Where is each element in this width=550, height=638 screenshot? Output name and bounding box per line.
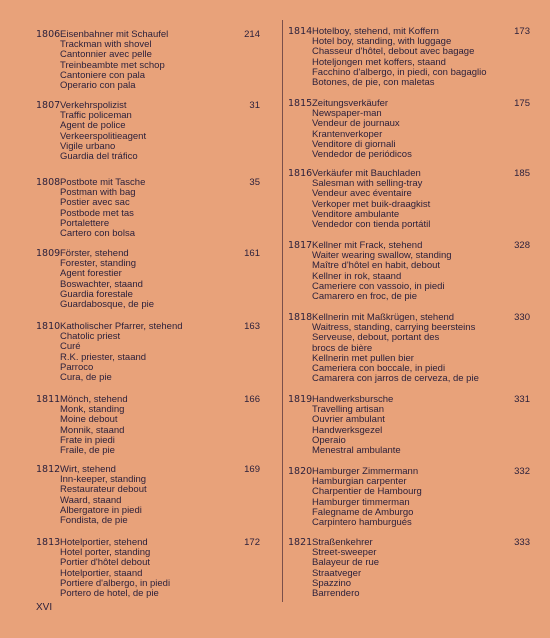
entry-translation-line: Chasseur d'hôtel, debout avec bagage — [312, 46, 475, 58]
entry-translations — [312, 313, 502, 384]
entry-translation-line: Agent de police — [60, 120, 126, 132]
entry-translation-line: R.K. priester, staand — [60, 351, 147, 363]
entry-translation-line: Balayeur de rue — [312, 557, 380, 569]
entry-translation-line: Waitress, standing, carrying beersteins — [312, 322, 476, 334]
entry-translation-line: Straatveger — [312, 567, 362, 579]
entry-translation-line: Camarera con jarros de cerveza, de pie — [312, 373, 479, 385]
entry-translation-line: Krantenverkoper — [312, 128, 383, 140]
entry-translations — [60, 322, 250, 383]
entry-page-ref: 169 — [244, 464, 260, 475]
entry-number: 1818 — [288, 312, 313, 323]
entry-title: Verkehrspolizist — [60, 100, 127, 111]
entry-translation-line: Salesman with selling-tray — [312, 178, 423, 190]
entry-translation-line: Postbode met tas — [60, 207, 134, 219]
entry-translation-line: Vendeur de journaux — [312, 118, 400, 130]
entry-translation-line: Menestral ambulante — [312, 445, 401, 457]
entry-translation-line: Chatolic priest — [60, 331, 121, 343]
entry-translation-line: Camarero en froc, de pie — [312, 291, 418, 303]
entry-translation-line: Street-sweeper — [312, 547, 377, 559]
entry-translation-line: Postman with bag — [60, 187, 136, 199]
entry-translation-line: Parroco — [60, 361, 94, 373]
entry-translation-line: Portier d'hôtel debout — [60, 557, 151, 569]
entry-translation-line: Vendedor con tienda portátil — [312, 219, 431, 231]
entry-translation-line: Waiter wearing swallow, standing — [312, 250, 452, 262]
entry-translation-line: Portero de hotel, de pie — [60, 588, 159, 600]
entry-number: 1809 — [36, 248, 61, 259]
entry-translation-line: Inn-keeper, standing — [60, 474, 147, 486]
entry-translation-line: Guardia forestale — [60, 288, 133, 300]
entry-translation-line: Treinbeambte met schop — [60, 59, 165, 71]
entry-page-ref: 214 — [244, 29, 260, 40]
entry-title: Postbote mit Tasche — [60, 177, 146, 188]
entry-translations — [312, 99, 502, 160]
entry-title: Hotelportier, stehend — [60, 537, 148, 548]
entry-number: 1806 — [36, 29, 61, 40]
entry-number: 1807 — [36, 100, 61, 111]
entry-translation-line: Portalettere — [60, 217, 110, 229]
entry-translation-line: Forester, standing — [60, 258, 137, 270]
entry-translation-line: Vendeur avec éventaire — [312, 188, 412, 200]
entry-title: Mönch, stehend — [60, 394, 128, 405]
entry-title: Verkäufer mit Bauchladen — [312, 168, 421, 179]
entry-number: 1808 — [36, 177, 61, 188]
entry-translation-line: Operario con pala — [60, 80, 136, 92]
entry-page-ref: 161 — [244, 248, 260, 259]
entry-translation-line: Guardabosque, de pie — [60, 299, 155, 311]
entry-translation-line: Facchino d'albergo, in piedi, con bagaglio — [312, 66, 487, 78]
entry-title: Katholischer Pfarrer, stehend — [60, 321, 183, 332]
entry-translation-line: Fondista, de pie — [60, 515, 128, 527]
entry-page-ref: 35 — [249, 177, 260, 188]
entry-translation-line: Moine debout — [60, 414, 118, 426]
entry-translation-line: Portiere d'albergo, in piedi — [60, 577, 171, 589]
entry-translation-line: Newspaper-man — [312, 108, 382, 120]
entry-translation-line: Boswachter, staand — [60, 278, 143, 290]
entry-translation-line: Serveuse, debout, portant des — [312, 332, 440, 344]
entry-translation-line: Hotel boy, standing, with luggage — [312, 36, 452, 48]
entry-translation-line: Frate in piedi — [60, 434, 115, 446]
entry-translation-line: Venditore ambulante — [312, 208, 400, 220]
entry-number: 1813 — [36, 537, 61, 548]
entry-translation-line: Cantonnier avec pelle — [60, 49, 152, 61]
entry-number: 1814 — [288, 26, 313, 37]
entry-translations — [312, 467, 502, 528]
entry-translation-line: Agent forestier — [60, 268, 122, 280]
entry-number: 1821 — [288, 537, 313, 548]
entry-page-ref: 175 — [514, 98, 530, 109]
entry-number: 1816 — [288, 168, 313, 179]
entry-translation-line: Travelling artisan — [312, 404, 384, 416]
entry-translation-line: Falegname de Amburgo — [312, 506, 414, 518]
entry-translation-line: Albergatore in piedi — [60, 504, 142, 516]
entry-translation-line: Hotelportier, staand — [60, 567, 143, 579]
entry-page-ref: 166 — [244, 394, 260, 405]
entry-translations — [60, 101, 250, 162]
entry-translation-line: Kellner in rok, staand — [312, 270, 402, 282]
entry-translation-line: Spazzino — [312, 577, 352, 589]
entry-page-ref: 330 — [514, 312, 530, 323]
entry-translation-line: Ouvrier ambulant — [312, 414, 385, 426]
entry-translation-line: Cameriere con vassoio, in piedi — [312, 280, 445, 292]
entry-translation-line: Operaio — [312, 434, 346, 446]
entry-page-ref: 331 — [514, 394, 530, 405]
entry-translation-line: Vigile urbano — [60, 140, 116, 152]
entry-title: Handwerksbursche — [312, 394, 394, 405]
entry-translation-line: Verkoper met buik-draagkist — [312, 198, 431, 210]
entry-translations — [312, 27, 502, 88]
entry-translation-line: Barrendero — [312, 588, 360, 600]
entry-translation-line: Restaurateur debout — [60, 484, 147, 496]
entry-translation-line: Curé — [60, 341, 81, 353]
entry-translation-line: Traffic policeman — [60, 110, 132, 122]
entry-translations — [60, 538, 250, 599]
entry-translations — [312, 538, 502, 599]
entry-title: Wirt, stehend — [60, 464, 116, 475]
entry-title: Eisenbahner mit Schaufel — [60, 29, 169, 40]
entry-translation-line: Hoteljongen met koffers, staand — [312, 56, 446, 68]
entry-title: Kellnerin mit Maßkrügen, stehend — [312, 312, 455, 323]
entry-translation-line: Monnik, staand — [60, 424, 125, 436]
entry-page-ref: 31 — [249, 100, 260, 111]
entry-page-ref: 185 — [514, 168, 530, 179]
entry-page-ref: 332 — [514, 466, 530, 477]
entry-translation-line: Verkeerspolitieagent — [60, 130, 147, 142]
entry-translation-line: Cartero con bolsa — [60, 228, 135, 240]
entry-translations — [60, 30, 250, 91]
entry-translation-line: Cameriera con boccale, in piedi — [312, 363, 446, 375]
entry-translation-line: Guardia del tráfico — [60, 151, 138, 163]
entry-translations — [60, 249, 250, 310]
entry-page-ref: 163 — [244, 321, 260, 332]
entry-translation-line: Cura, de pie — [60, 372, 112, 384]
entry-translations — [60, 465, 250, 526]
entry-translations — [60, 395, 250, 456]
entry-number: 1819 — [288, 394, 313, 405]
entry-page-ref: 328 — [514, 240, 530, 251]
entry-translation-line: Monk, standing — [60, 404, 125, 416]
entry-number: 1810 — [36, 321, 61, 332]
entry-number: 1820 — [288, 466, 313, 477]
entry-translation-line: Kellnerin met pullen bier — [312, 352, 414, 364]
entry-translation-line: brocs de bière — [312, 342, 373, 354]
entry-translation-line: Waard, staand — [60, 494, 122, 506]
entry-translation-line: Hamburger timmerman — [312, 496, 410, 508]
entry-translation-line: Fraile, de pie — [60, 445, 115, 457]
entry-translations — [60, 178, 250, 239]
entry-title: Förster, stehend — [60, 248, 129, 259]
entry-title: Zeitungsverkäufer — [312, 98, 389, 109]
entry-translation-line: Hamburgian carpenter — [312, 476, 407, 488]
entry-translation-line: Hotel porter, standing — [60, 547, 151, 559]
entry-title: Hamburger Zimmermann — [312, 466, 419, 477]
entry-page-ref: 333 — [514, 537, 530, 548]
entry-translation-line: Trackman with shovel — [60, 39, 152, 51]
entry-translation-line: Handwerksgezel — [312, 424, 383, 436]
entry-number: 1812 — [36, 464, 61, 475]
entry-translations — [312, 241, 502, 302]
entry-translation-line: Venditore di giornali — [312, 138, 396, 150]
entry-number: 1817 — [288, 240, 313, 251]
column-divider — [282, 20, 283, 602]
entry-page-ref: 172 — [244, 537, 260, 548]
entry-translation-line: Vendedor de periódicos — [312, 149, 412, 161]
entry-number: 1811 — [36, 394, 61, 405]
entry-translation-line: Botones, de pie, con maletas — [312, 77, 435, 89]
entry-translation-line: Maître d'hôtel en habit, debout — [312, 260, 441, 272]
entry-translations — [312, 395, 502, 456]
entry-title: Kellner mit Frack, stehend — [312, 240, 423, 251]
entry-page-ref: 173 — [514, 26, 530, 37]
entry-number: 1815 — [288, 98, 313, 109]
entry-translation-line: Charpentier de Hambourg — [312, 486, 422, 498]
entry-title: Straßenkehrer — [312, 537, 373, 548]
entry-translation-line: Postier avec sac — [60, 197, 130, 209]
entry-title: Hotelboy, stehend, mit Koffern — [312, 26, 439, 37]
entry-translation-line: Cantoniere con pala — [60, 69, 146, 81]
page-number: XVI — [36, 602, 53, 613]
entry-translations — [312, 169, 502, 230]
entry-translation-line: Carpintero hamburgués — [312, 517, 412, 529]
